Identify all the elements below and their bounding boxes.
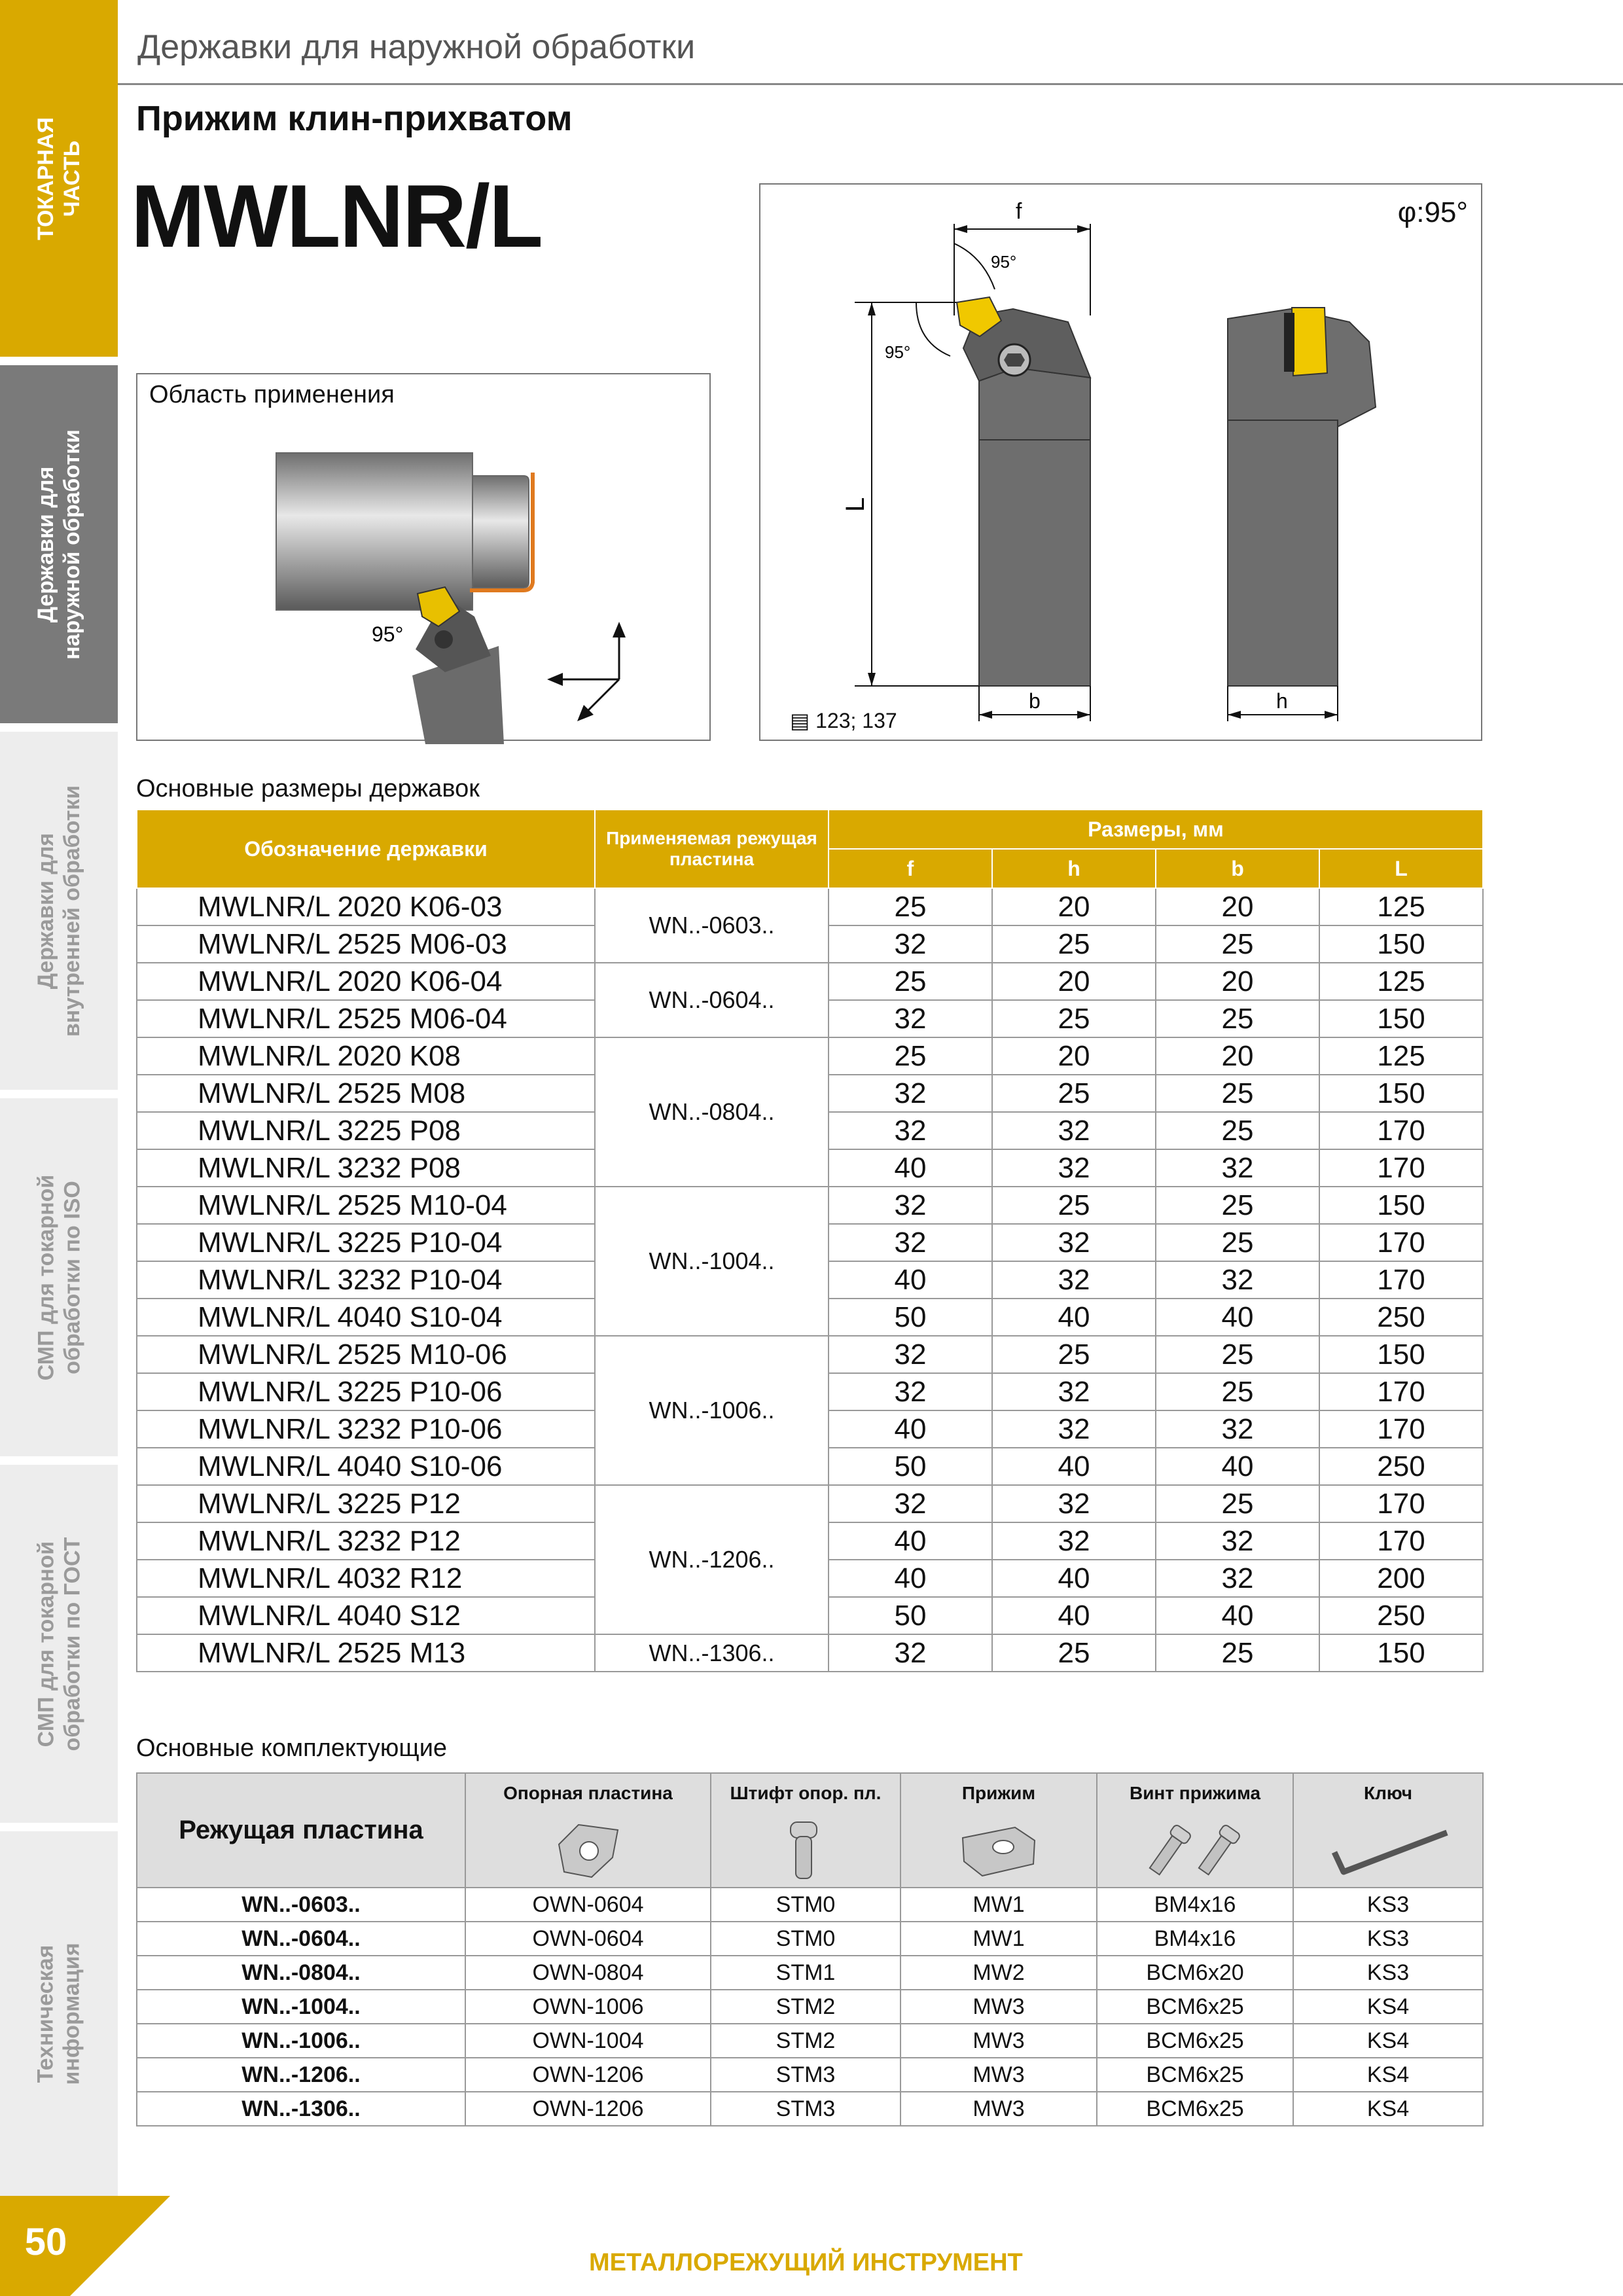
dim-h: 32 xyxy=(992,1373,1156,1410)
table-row xyxy=(137,1634,1483,1672)
dim-b-label: b xyxy=(1029,689,1041,713)
component-insert: WN..-0604.. xyxy=(137,1922,465,1956)
component-pin: STM0 xyxy=(711,1922,901,1956)
component-insert: WN..-1006.. xyxy=(137,2024,465,2058)
sidebar-tab-label: Техническая информация xyxy=(33,1942,84,2085)
component-clamp: MW3 xyxy=(901,2024,1097,2058)
dim-L: 150 xyxy=(1319,1187,1483,1224)
dim-L: 250 xyxy=(1319,1299,1483,1336)
holder-designation: MWLNR/L 2020 K06-04 xyxy=(137,963,595,1000)
dim-L-label: L xyxy=(841,497,870,512)
dim-b: 20 xyxy=(1156,963,1319,1000)
dim-f: 32 xyxy=(829,925,992,963)
components-caption: Основные комплектующие xyxy=(136,1734,448,1762)
dim-b: 32 xyxy=(1156,1410,1319,1448)
holder-designation: MWLNR/L 4040 S10-04 xyxy=(137,1299,595,1336)
dim-h: 40 xyxy=(992,1597,1156,1634)
component-key: KS3 xyxy=(1293,1922,1483,1956)
dim-L: 170 xyxy=(1319,1522,1483,1560)
applicable-insert: WN..-1306.. xyxy=(595,1634,829,1672)
component-shim: OWN-0604 xyxy=(465,1922,711,1956)
component-screw: BCM6x20 xyxy=(1097,1956,1293,1990)
dim-b: 32 xyxy=(1156,1522,1319,1560)
component-key: KS3 xyxy=(1293,1956,1483,1990)
arrow-head xyxy=(547,673,563,686)
arrow-head xyxy=(979,711,992,719)
reference-pages xyxy=(790,708,897,733)
component-clamp: MW2 xyxy=(901,1956,1097,1990)
dim-f: 32 xyxy=(829,1000,992,1037)
dim-f: 40 xyxy=(829,1522,992,1560)
component-screw: BCM6x25 xyxy=(1097,1990,1293,2024)
arrow-head xyxy=(1228,711,1241,719)
dim-L: 170 xyxy=(1319,1410,1483,1448)
screw-shaft xyxy=(1150,1836,1182,1874)
table-row xyxy=(137,1888,1483,1922)
col-header-designation: Обозначение державки xyxy=(137,810,595,888)
component-clamp: MW3 xyxy=(901,2092,1097,2126)
applicable-insert: WN..-1006.. xyxy=(595,1336,829,1485)
component-pin: STM3 xyxy=(711,2092,901,2126)
col-header-f: f xyxy=(829,849,992,888)
table-row xyxy=(137,2058,1483,2092)
workpiece-step xyxy=(473,476,529,588)
sidebar-tab-label: ТОКАРНАЯ ЧАСТЬ xyxy=(33,117,84,240)
screw-shaft xyxy=(1199,1836,1231,1874)
table-row xyxy=(137,888,1483,925)
holder-designation: MWLNR/L 3232 P10-06 xyxy=(137,1410,595,1448)
dim-h: 40 xyxy=(992,1560,1156,1597)
holder-designation: MWLNR/L 4032 R12 xyxy=(137,1560,595,1597)
col-header-screw xyxy=(1097,1773,1293,1888)
holder-designation: MWLNR/L 3232 P12 xyxy=(137,1522,595,1560)
dim-h: 40 xyxy=(992,1448,1156,1485)
dim-L: 250 xyxy=(1319,1597,1483,1634)
application-title: Область применения xyxy=(149,381,395,408)
col-header-h: h xyxy=(992,849,1156,888)
component-clamp: MW3 xyxy=(901,2058,1097,2092)
dim-L: 170 xyxy=(1319,1373,1483,1410)
dim-L: 200 xyxy=(1319,1560,1483,1597)
insert-screw xyxy=(435,630,453,649)
component-pin: STM3 xyxy=(711,2058,901,2092)
dim-f: 40 xyxy=(829,1261,992,1299)
col-header-sizes: Размеры, мм xyxy=(829,810,1483,849)
dim-f: 25 xyxy=(829,888,992,925)
angle-label-left: 95° xyxy=(885,342,911,362)
dim-L: 150 xyxy=(1319,1634,1483,1672)
holder-designation: MWLNR/L 4040 S10-06 xyxy=(137,1448,595,1485)
col-header-b: b xyxy=(1156,849,1319,888)
dim-L: 150 xyxy=(1319,1336,1483,1373)
col-header-pin-label: Штифт опор. пл. xyxy=(730,1783,882,1803)
dim-b: 40 xyxy=(1156,1448,1319,1485)
sidebar-tab-label: СМП для токарной обработки по ISO xyxy=(33,1174,84,1380)
table-row xyxy=(137,2092,1483,2126)
holder-designation: MWLNR/L 2525 M06-04 xyxy=(137,1000,595,1037)
table-row xyxy=(137,1037,1483,1075)
sidebar-tab-turning[interactable] xyxy=(0,0,118,357)
table-row xyxy=(137,1922,1483,1956)
dim-f: 40 xyxy=(829,1560,992,1597)
pin-icon xyxy=(783,1818,829,1884)
arrow-head xyxy=(1077,711,1090,719)
component-screw: BM4x16 xyxy=(1097,1888,1293,1922)
applicable-insert: WN..-1206.. xyxy=(595,1485,829,1634)
table-row xyxy=(137,963,1483,1000)
holder-designation: MWLNR/L 2525 M08 xyxy=(137,1075,595,1112)
col-header-L: L xyxy=(1319,849,1483,888)
component-key: KS3 xyxy=(1293,1888,1483,1922)
table-row xyxy=(137,1485,1483,1522)
dim-L: 125 xyxy=(1319,963,1483,1000)
angle-arc xyxy=(954,243,995,289)
approach-angle: φ:95° xyxy=(1397,196,1468,228)
dim-f: 32 xyxy=(829,1336,992,1373)
arrow-head xyxy=(954,225,967,233)
dim-L: 125 xyxy=(1319,888,1483,925)
components-table-body xyxy=(137,1888,1483,2126)
hex-key-icon xyxy=(1323,1818,1454,1884)
screw-a xyxy=(1147,1824,1192,1877)
holder-designation: MWLNR/L 3225 P12 xyxy=(137,1485,595,1522)
dim-f: 40 xyxy=(829,1149,992,1187)
dim-h: 32 xyxy=(992,1112,1156,1149)
dim-b: 40 xyxy=(1156,1597,1319,1634)
applicable-insert: WN..-1004.. xyxy=(595,1187,829,1336)
dim-b: 25 xyxy=(1156,1000,1319,1037)
dim-h: 25 xyxy=(992,1187,1156,1224)
sidebar xyxy=(0,0,118,2196)
dim-h-label: h xyxy=(1276,689,1288,713)
holder-designation: MWLNR/L 3225 P10-04 xyxy=(137,1224,595,1261)
applicable-insert: WN..-0603.. xyxy=(595,888,829,963)
dim-h: 25 xyxy=(992,925,1156,963)
component-key: KS4 xyxy=(1293,2092,1483,2126)
sidebar-tab-iso-inserts[interactable] xyxy=(0,1098,118,1456)
page-number: 50 xyxy=(24,2221,67,2263)
dim-f: 25 xyxy=(829,963,992,1000)
component-screw: BM4x16 xyxy=(1097,1922,1293,1956)
holder-designation: MWLNR/L 2525 M06-03 xyxy=(137,925,595,963)
col-header-key-label: Ключ xyxy=(1364,1783,1412,1803)
dim-h: 32 xyxy=(992,1261,1156,1299)
clamp-hole xyxy=(993,1840,1014,1854)
applicable-insert: WN..-0604.. xyxy=(595,963,829,1037)
dim-h: 32 xyxy=(992,1410,1156,1448)
technical-drawing xyxy=(759,183,1482,741)
component-clamp: MW1 xyxy=(901,1922,1097,1956)
dim-h: 32 xyxy=(992,1149,1156,1187)
dim-f: 50 xyxy=(829,1448,992,1485)
arrow-head xyxy=(1077,225,1090,233)
dim-b: 25 xyxy=(1156,1373,1319,1410)
components-table xyxy=(136,1772,1484,2126)
dim-b: 20 xyxy=(1156,888,1319,925)
section-header: Державки для наружной обработки xyxy=(137,28,696,66)
dim-h: 32 xyxy=(992,1485,1156,1522)
component-insert: WN..-1206.. xyxy=(137,2058,465,2092)
dim-h: 20 xyxy=(992,963,1156,1000)
dim-L: 150 xyxy=(1319,1075,1483,1112)
col-header-clamp-label: Прижим xyxy=(961,1783,1036,1803)
component-shim: OWN-1206 xyxy=(465,2092,711,2126)
screw-b xyxy=(1196,1824,1241,1877)
dim-f-label: f xyxy=(1016,199,1022,224)
insert-side-icon xyxy=(1292,308,1327,376)
dimensions-table xyxy=(136,809,1484,1672)
clamp-icon xyxy=(956,1818,1041,1884)
screw-hex xyxy=(1004,353,1025,367)
component-insert: WN..-1004.. xyxy=(137,1990,465,2024)
application-angle: 95° xyxy=(372,622,404,646)
component-key: KS4 xyxy=(1293,2024,1483,2058)
dim-f: 32 xyxy=(829,1075,992,1112)
arrow-head xyxy=(868,302,876,315)
clamp-side xyxy=(1284,313,1294,372)
dim-f: 40 xyxy=(829,1410,992,1448)
component-key: KS4 xyxy=(1293,2058,1483,2092)
holder-designation: MWLNR/L 3225 P08 xyxy=(137,1112,595,1149)
holder-designation: MWLNR/L 2525 M13 xyxy=(137,1634,595,1672)
dim-f: 32 xyxy=(829,1112,992,1149)
dim-L: 125 xyxy=(1319,1037,1483,1075)
holder-shank-side xyxy=(1228,420,1338,686)
component-clamp: MW1 xyxy=(901,1888,1097,1922)
dim-b: 25 xyxy=(1156,1336,1319,1373)
table-row xyxy=(137,1187,1483,1224)
workpiece-body xyxy=(276,453,473,610)
dim-h: 25 xyxy=(992,1000,1156,1037)
dim-b: 25 xyxy=(1156,1187,1319,1224)
dim-h: 20 xyxy=(992,888,1156,925)
holder-designation: MWLNR/L 3232 P10-04 xyxy=(137,1261,595,1299)
table-row xyxy=(137,1336,1483,1373)
dim-h: 32 xyxy=(992,1224,1156,1261)
component-shim: OWN-1004 xyxy=(465,2024,711,2058)
component-screw: BCM6x25 xyxy=(1097,2092,1293,2126)
holder-designation: MWLNR/L 2020 K06-03 xyxy=(137,888,595,925)
dim-f: 50 xyxy=(829,1597,992,1634)
reference-text: 123; 137 xyxy=(815,709,897,732)
dim-b: 40 xyxy=(1156,1299,1319,1336)
component-insert: WN..-1306.. xyxy=(137,2092,465,2126)
dim-f: 32 xyxy=(829,1373,992,1410)
arrow-head xyxy=(868,673,876,686)
component-key: KS4 xyxy=(1293,1990,1483,2024)
holder-drawing xyxy=(760,185,1481,713)
col-header-shim-label: Опорная пластина xyxy=(503,1783,673,1803)
sidebar-tab-internal-holders[interactable] xyxy=(0,732,118,1090)
col-header-shim xyxy=(465,1773,711,1888)
dim-h: 20 xyxy=(992,1037,1156,1075)
holder-designation: MWLNR/L 3225 P10-06 xyxy=(137,1373,595,1410)
sidebar-tab-label: Державки для наружной обработки xyxy=(33,429,85,660)
dimensions-caption: Основные размеры державок xyxy=(136,775,480,802)
header-divider xyxy=(118,83,1623,85)
dim-L: 170 xyxy=(1319,1485,1483,1522)
table-row xyxy=(137,1956,1483,1990)
holder-shank-front xyxy=(979,440,1090,686)
sidebar-tab-external-holders[interactable] xyxy=(0,365,118,723)
screw-icon xyxy=(1139,1818,1251,1884)
document-icon: ▤ xyxy=(790,709,810,732)
holder-head-front xyxy=(979,368,1090,440)
dim-L: 170 xyxy=(1319,1112,1483,1149)
component-shim: OWN-0604 xyxy=(465,1888,711,1922)
dim-h: 25 xyxy=(992,1634,1156,1672)
component-shim: OWN-1006 xyxy=(465,1990,711,2024)
application-area xyxy=(136,373,711,741)
dim-b: 25 xyxy=(1156,1112,1319,1149)
component-pin: STM2 xyxy=(711,2024,901,2058)
dim-L: 150 xyxy=(1319,925,1483,963)
dim-f: 32 xyxy=(829,1224,992,1261)
component-screw: BCM6x25 xyxy=(1097,2058,1293,2092)
shim-hole xyxy=(580,1842,598,1860)
holder-designation: MWLNR/L 4040 S12 xyxy=(137,1597,595,1634)
sidebar-tab-label: Державки для внутренней обработки xyxy=(33,785,85,1037)
holder-designation: MWLNR/L 3232 P08 xyxy=(137,1149,595,1187)
component-pin: STM1 xyxy=(711,1956,901,1990)
dim-b: 32 xyxy=(1156,1149,1319,1187)
dim-b: 20 xyxy=(1156,1037,1319,1075)
holder-designation: MWLNR/L 2525 M10-06 xyxy=(137,1336,595,1373)
dim-f: 32 xyxy=(829,1187,992,1224)
page-title: MWLNR/L xyxy=(131,166,543,266)
dim-b: 25 xyxy=(1156,1075,1319,1112)
dim-f: 25 xyxy=(829,1037,992,1075)
component-shim: OWN-0804 xyxy=(465,1956,711,1990)
sidebar-tab-gost-inserts[interactable] xyxy=(0,1465,118,1823)
dim-b: 25 xyxy=(1156,1485,1319,1522)
dim-L: 250 xyxy=(1319,1448,1483,1485)
table-row xyxy=(137,2024,1483,2058)
col-header-cutting-insert: Режущая пластина xyxy=(137,1773,465,1888)
arrow-head xyxy=(1325,711,1338,719)
dim-f: 32 xyxy=(829,1485,992,1522)
application-illustration xyxy=(137,374,709,740)
component-pin: STM2 xyxy=(711,1990,901,2024)
shim-icon xyxy=(552,1818,624,1884)
axis-arrow-diag xyxy=(586,679,619,712)
dim-L: 170 xyxy=(1319,1261,1483,1299)
col-header-insert: Применяемая режущая пластина xyxy=(595,810,829,888)
component-insert: WN..-0603.. xyxy=(137,1888,465,1922)
footer-brand: МЕТАЛЛОРЕЖУЩИЙ ИНСТРУМЕНТ xyxy=(589,2249,1023,2276)
dim-b: 32 xyxy=(1156,1560,1319,1597)
sidebar-tab-technical-info[interactable] xyxy=(0,1831,118,2196)
pin-head xyxy=(791,1822,817,1838)
dim-b: 25 xyxy=(1156,1224,1319,1261)
dim-b: 25 xyxy=(1156,1634,1319,1672)
dim-L: 170 xyxy=(1319,1224,1483,1261)
dim-h: 32 xyxy=(992,1522,1156,1560)
dim-L: 150 xyxy=(1319,1000,1483,1037)
dim-L: 170 xyxy=(1319,1149,1483,1187)
dim-h: 25 xyxy=(992,1336,1156,1373)
dim-h: 40 xyxy=(992,1299,1156,1336)
angle-label-top: 95° xyxy=(991,252,1017,272)
col-header-screw-label: Винт прижима xyxy=(1129,1783,1261,1803)
page-number-badge xyxy=(0,2196,170,2296)
col-header-clamp xyxy=(901,1773,1097,1888)
dimensions-table-body xyxy=(137,888,1483,1672)
dim-f: 32 xyxy=(829,1634,992,1672)
angle-arc xyxy=(916,302,950,356)
pin-body xyxy=(796,1837,812,1878)
dim-f: 50 xyxy=(829,1299,992,1336)
dim-h: 25 xyxy=(992,1075,1156,1112)
holder-designation: MWLNR/L 2525 M10-04 xyxy=(137,1187,595,1224)
page-subtitle: Прижим клин-прихватом xyxy=(136,99,573,138)
sidebar-tab-label: СМП для токарной обработки по ГОСТ xyxy=(33,1537,85,1751)
dim-b: 25 xyxy=(1156,925,1319,963)
key-shape xyxy=(1334,1833,1447,1872)
arrow-head xyxy=(613,622,626,637)
component-screw: BCM6x25 xyxy=(1097,2024,1293,2058)
applicable-insert: WN..-0804.. xyxy=(595,1037,829,1187)
table-row xyxy=(137,1990,1483,2024)
component-clamp: MW3 xyxy=(901,1990,1097,2024)
dim-b: 32 xyxy=(1156,1261,1319,1299)
col-header-key xyxy=(1293,1773,1483,1888)
component-pin: STM0 xyxy=(711,1888,901,1922)
component-insert: WN..-0804.. xyxy=(137,1956,465,1990)
holder-designation: MWLNR/L 2020 K08 xyxy=(137,1037,595,1075)
component-shim: OWN-1206 xyxy=(465,2058,711,2092)
col-header-pin xyxy=(711,1773,901,1888)
